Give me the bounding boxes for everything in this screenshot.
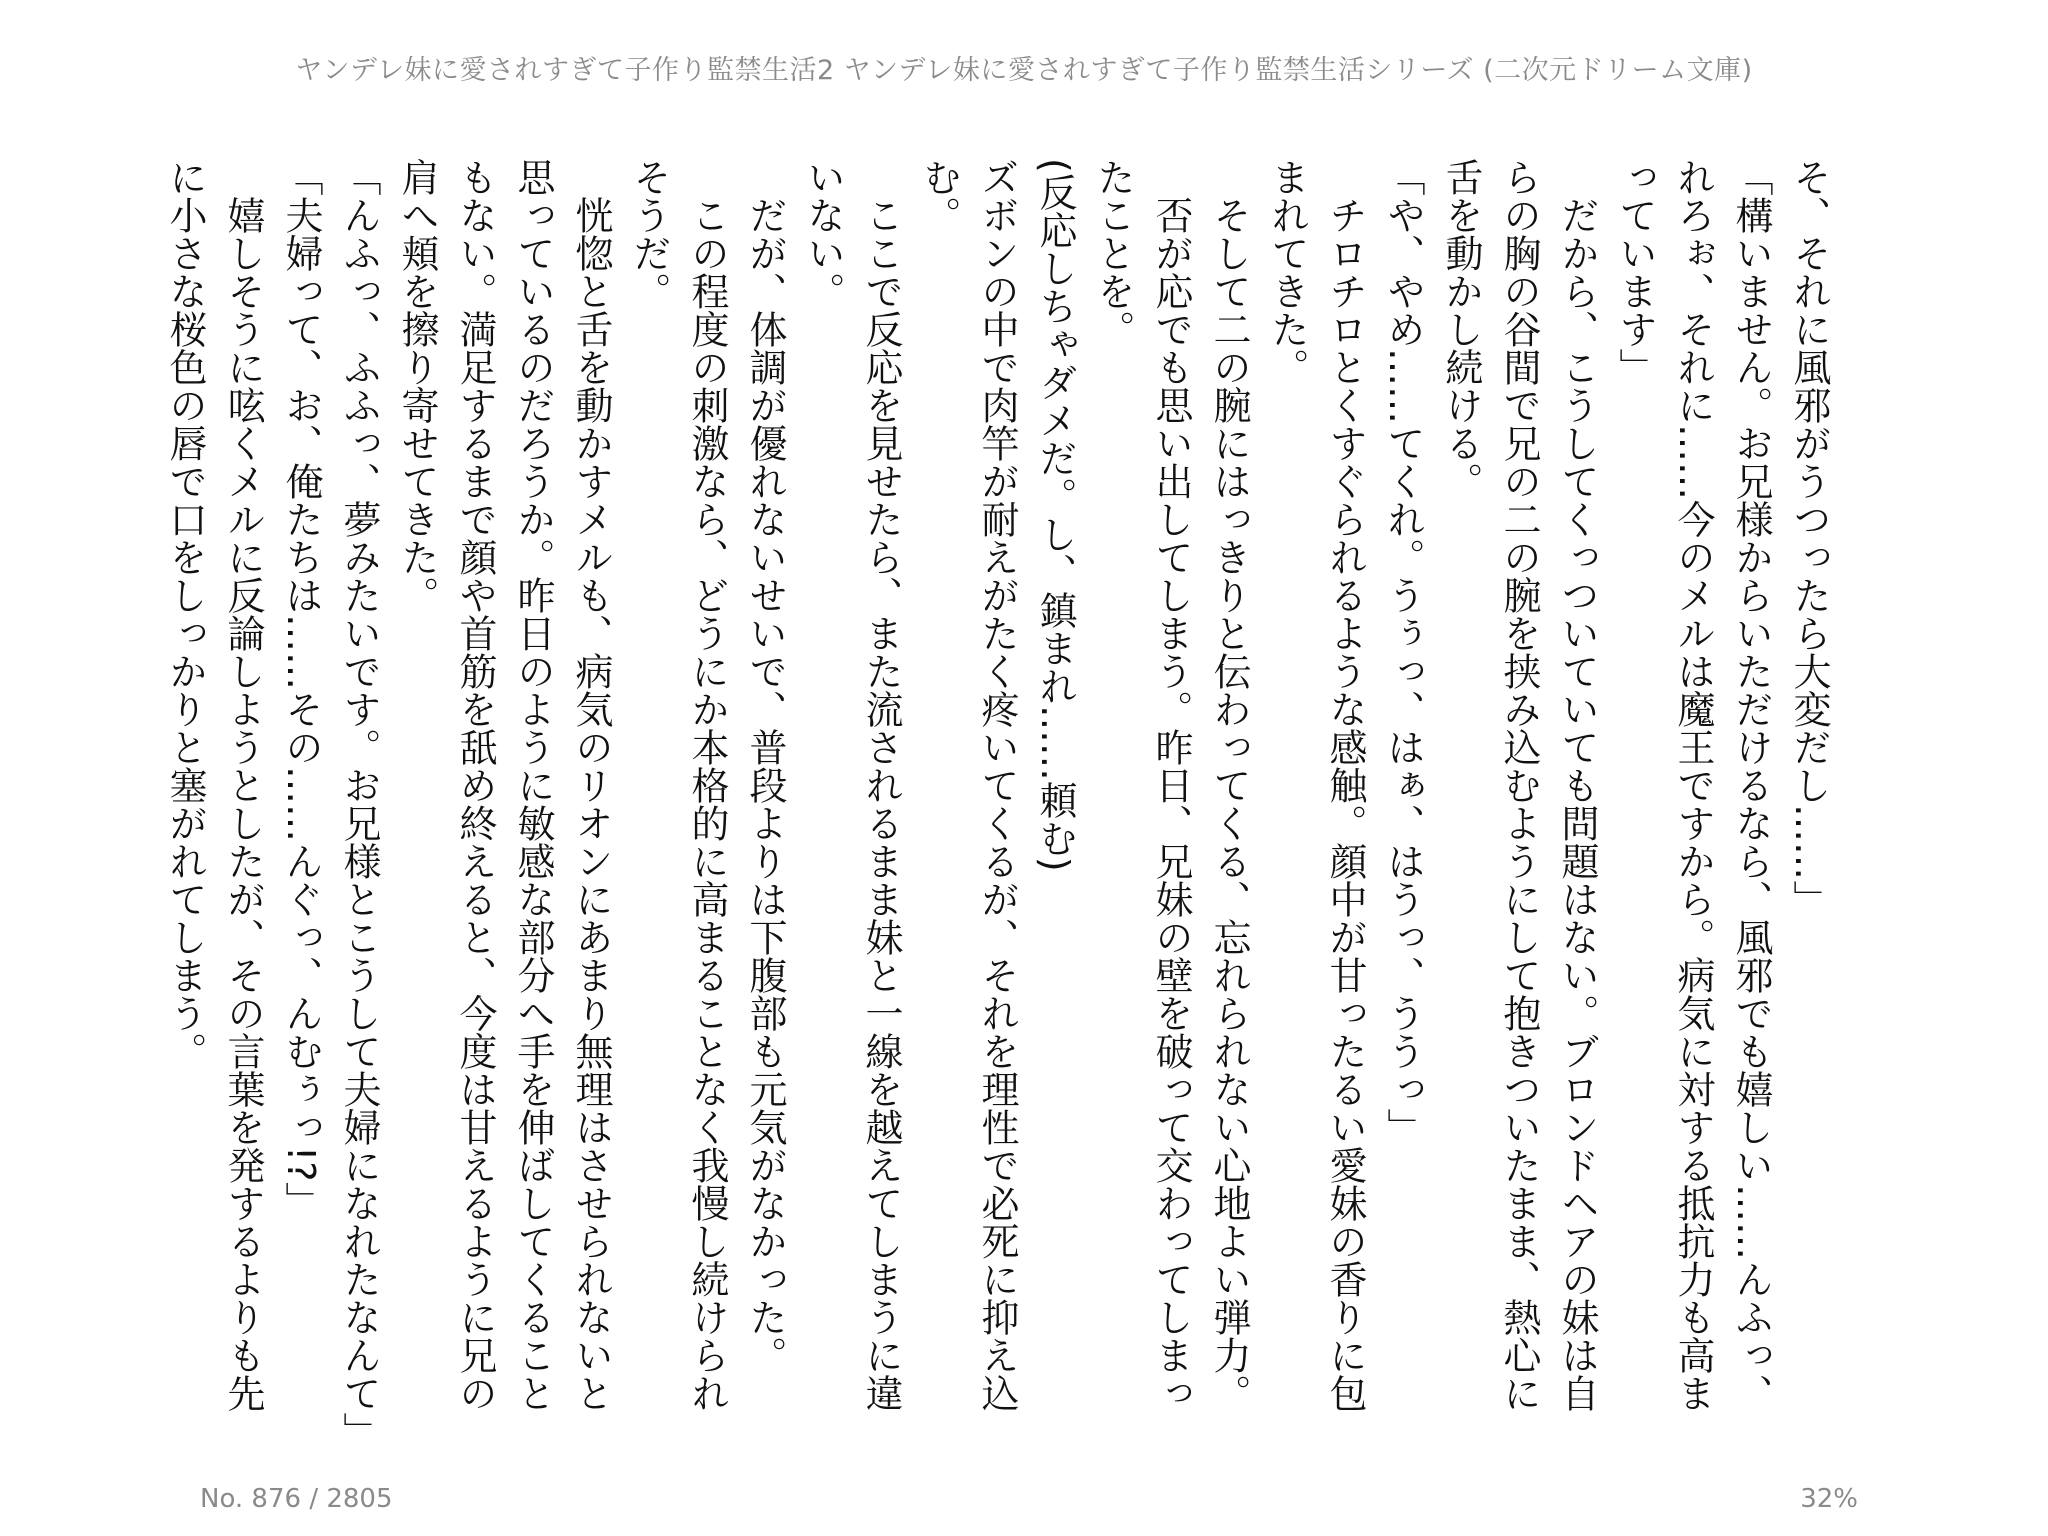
paragraph: そ、それに風邪がうつったら大変だし……」 <box>1787 158 1831 918</box>
paragraph: 嬉しそうに呟くメルに反論しようとしたが、その言葉を発するよりも先に小さな桜色の唇で口をしっかりと塞がれてしまう。 <box>163 158 265 1412</box>
book-title: ヤンデレ妹に愛されすぎて子作り監禁生活2 ヤンデレ妹に愛されすぎて子作り監禁生活シリーズ (二次元ドリーム文庫) <box>295 55 1753 86</box>
paragraph: 「や、やめ……てくれ。うぅっ、はぁ、はうっ、ううっ」 <box>1381 158 1425 1146</box>
paragraph: 恍惚と舌を動かすメルも、病気のリオンにあまり無理はさせられないと思っているのだろうか。昨日のように敏感な部分へ手を伸ばしてくることもない。満足するまで顔や首筋を舐め終えると、今度は甘えるように兄の肩へ頬を擦り寄せてきた。 <box>395 158 613 1412</box>
paragraph: チロチロとくすぐられるような感触。顔中が甘ったるい愛妹の香りに包まれてきた。 <box>1265 158 1367 1412</box>
paragraph: この程度の刺激なら、どうにか本格的に高まることなく我慢し続けられそうだ。 <box>627 158 729 1412</box>
paragraph: 「構いません。お兄様からいただけるなら、風邪でも嬉しい……んふっ、れろぉ、それに……今のメルは魔王ですから。病気に対する抵抗力も高まっています」 <box>1613 158 1773 1412</box>
paragraph: (反応しちゃダメだ。し、鎮まれ……頼む) <box>1033 158 1077 872</box>
paragraph: 否が応でも思い出してしまう。昨日、兄妹の壁を破って交わってしまったことを。 <box>1091 158 1193 1412</box>
progress-percent: 32% <box>1800 1484 1858 1514</box>
paragraph: ここで反応を見せたら、また流されるまま妹と一線を越えてしまうに違いない。 <box>801 158 903 1412</box>
page-text <box>163 158 1838 1450</box>
paragraph: 「夫婦って、お、俺たちは……その……んぐっ、んむぅっ!?」 <box>279 158 323 1220</box>
paragraph: ズボンの中で肉竿が耐えがたく疼いてくるが、それを理性で必死に抑え込む。 <box>917 158 1019 1412</box>
paragraph: だから、こうしてくっついていても問題はない。ブロンドヘアの妹は自らの胸の谷間で兄の二の腕を挟み込むようにして抱きついたまま、熱心に舌を動かし続ける。 <box>1439 158 1599 1412</box>
paragraph: そして二の腕にはっきりと伝わってくる、忘れられない心地よい弾力。 <box>1207 196 1251 1412</box>
reading-area[interactable] <box>163 158 1838 1450</box>
location-indicator: No. 876 / 2805 <box>200 1484 393 1514</box>
paragraph: だが、体調が優れないせいで、普段よりは下腹部も元気がなかった。 <box>743 196 787 1374</box>
paragraph: 「んふっ、ふふっ、夢みたいです。お兄様とこうして夫婦になれたなんて」 <box>337 158 381 1450</box>
